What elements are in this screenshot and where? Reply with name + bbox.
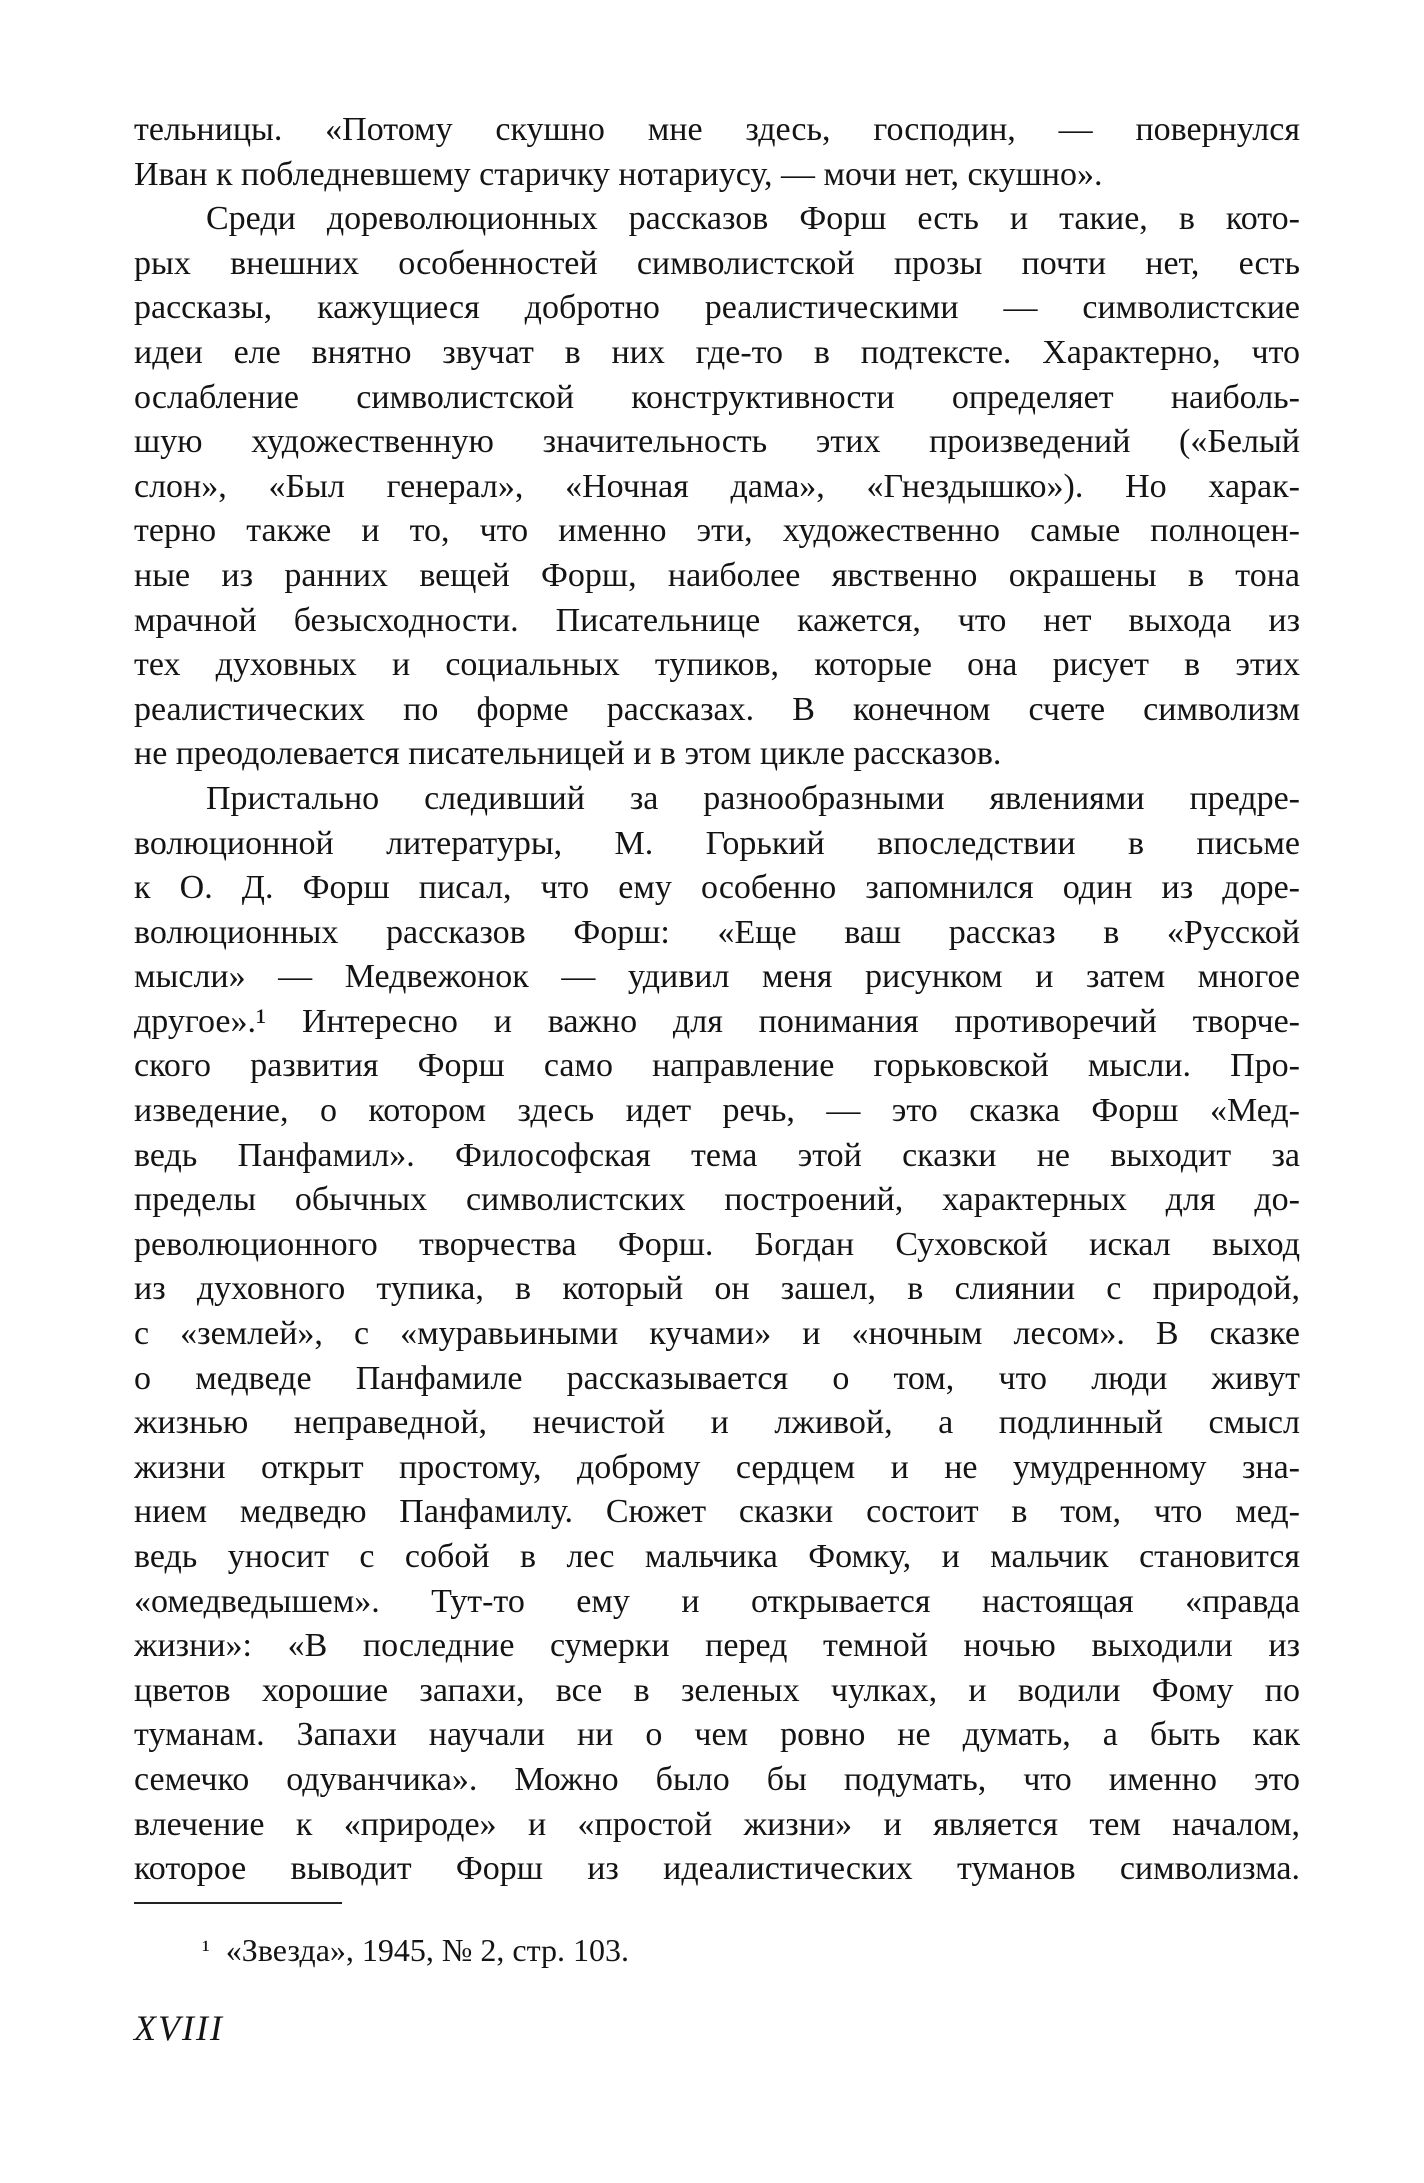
text-line: Пристально следивший за разнообразными явлениями предре-: [206, 779, 1300, 817]
text-line: волюционной литературы, М. Горький впоследствии в письме: [134, 824, 1300, 862]
text-line: революционного творчества Форш. Богдан Суховской искал выход: [134, 1225, 1300, 1263]
text-line: жизни»: «В последние сумерки перед темной ночью выходили из: [134, 1627, 1300, 1665]
text-line: слон», «Был генерал», «Ночная дама», «Гнездышко»). Но харак-: [134, 467, 1300, 505]
text-line: рассказы, кажущиеся добротно реалистическими — символистские: [134, 289, 1300, 327]
text-line: цветов хорошие запахи, все в зеленых чулках, и водили Фому по: [134, 1671, 1300, 1709]
text-line: «омедведышем». Тут-то ему и открывается настоящая «правда: [134, 1582, 1300, 1620]
text-line: рых внешних особенностей символистской прозы почти нет, есть: [134, 244, 1300, 282]
text-line: которое выводит Форш из идеалистических туманов символизма.: [134, 1850, 1300, 1888]
text-line: влечение к «природе» и «простой жизни» и является тем началом,: [134, 1805, 1300, 1843]
text-line: реалистических по форме рассказах. В конечном счете символизм: [134, 690, 1300, 728]
text-line: с «землей», с «муравьиными кучами» и «ночным лесом». В сказке: [134, 1315, 1300, 1353]
footnote: [202, 1928, 629, 1972]
text-line: ослабление символистской конструктивности определяет наиболь-: [134, 378, 1300, 416]
text-line: жизнью неправедной, нечистой и лживой, а подлинный смысл: [134, 1404, 1300, 1442]
text-line: ведь Панфамил». Философская тема этой сказки не выходит за: [134, 1136, 1300, 1174]
text-line: из духовного тупика, в который он зашел, в слиянии с природой,: [134, 1270, 1300, 1308]
text-line: идеи еле внятно звучат в них где-то в подтексте. Характерно, что: [134, 333, 1300, 371]
text-line: другое».¹ Интересно и важно для понимания противоречий творче-: [134, 1002, 1300, 1040]
text-line: изведение, о котором здесь идет речь, — это сказка Форш «Мед-: [134, 1092, 1300, 1130]
text-line: волюционных рассказов Форш: «Еще ваш рассказ в «Русской: [134, 913, 1300, 951]
text-line: шую художественную значительность этих произведений («Белый: [134, 423, 1300, 461]
body-text: [134, 108, 1300, 1892]
text-line: мрачной безысходности. Писательнице кажется, что нет выхода из: [134, 601, 1300, 639]
text-line: Иван к побледневшему старичку нотариусу, — мочи нет, скушно».: [134, 155, 1103, 193]
text-line: жизни открыт простому, доброму сердцем и не умудренному зна-: [134, 1448, 1300, 1486]
text-line: не преодолевается писательницей и в этом цикле рассказов.: [134, 735, 1002, 773]
text-line: нием медведю Панфамилу. Сюжет сказки состоит в том, что мед-: [134, 1493, 1300, 1531]
page-number: XVIII: [134, 2008, 224, 2048]
text-line: семечко одуванчика». Можно было бы подумать, что именно это: [134, 1760, 1300, 1798]
text-line: мысли» — Медвежонок — удивил меня рисунком и затем многое: [134, 958, 1300, 996]
text-line: ведь уносит с собой в лес мальчика Фомку, и мальчик становится: [134, 1538, 1300, 1575]
text-line: терно также и то, что именно эти, художественно самые полноцен-: [134, 512, 1300, 550]
text-line: тельницы. «Потому скушно мне здесь, господин, — повернулся: [134, 111, 1300, 148]
text-line: ского развития Форш само направление горьковской мысли. Про-: [134, 1047, 1300, 1085]
text-line: к О. Д. Форш писал, что ему особенно запомнился один из доре-: [134, 869, 1300, 907]
text-line: тех духовных и социальных тупиков, которые она рисует в этих: [134, 646, 1300, 684]
text-line: туманам. Запахи научали ни о чем ровно не думать, а быть как: [134, 1716, 1300, 1754]
text-line: ные из ранних вещей Форш, наиболее явственно окрашены в тона: [134, 556, 1300, 594]
footnote-marker: ¹: [202, 1935, 210, 1964]
footnote-divider: [134, 1902, 342, 1904]
text-line: о медведе Панфамиле рассказывается о том, что люди живут: [134, 1359, 1300, 1397]
footnote-text: «Звезда», 1945, № 2, стр. 103.: [225, 1932, 629, 1968]
text-line: пределы обычных символистских построений, характерных для до-: [134, 1181, 1300, 1219]
text-line: Среди дореволюционных рассказов Форш есть и такие, в кото-: [206, 200, 1300, 238]
